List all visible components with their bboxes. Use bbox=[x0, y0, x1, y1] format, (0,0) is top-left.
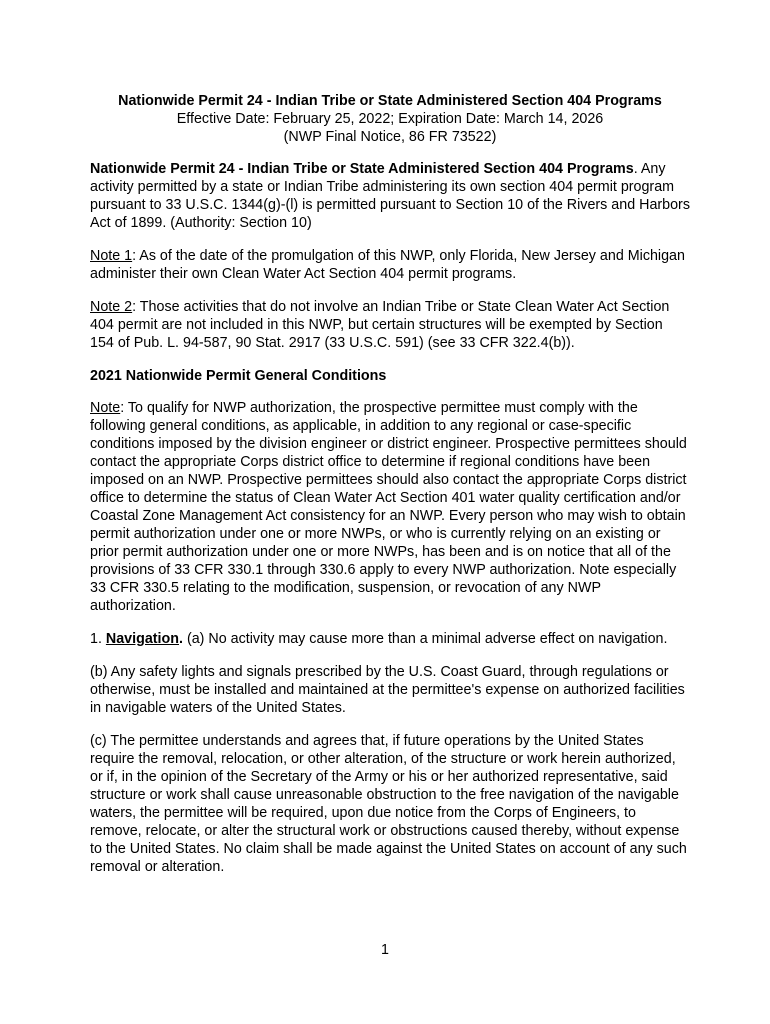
note-1-label: Note 1 bbox=[90, 248, 133, 264]
general-conditions-heading: 2021 Nationwide Permit General Conditions bbox=[90, 368, 387, 384]
note-2 bbox=[90, 298, 690, 352]
note-1-text: : As of the date of the promulgation of this NWP, only Florida, New Jersey and Michigan administer their own Clean Water Act Section 404 permit programs. bbox=[90, 248, 685, 282]
document-page bbox=[90, 92, 690, 891]
general-conditions-note-text: : To qualify for NWP authorization, the prospective permittee must comply with the following general conditions, as applicable, in addition to any regional or case-specific conditions imposed by the division engineer or district engineer. Prospective permittees should contact the appropriate Corps district office to determine if regional conditions have been imposed on an NWP. Prospective permittees should also contact the appropriate Corps district office to determine the status of Clean Water Act Section 401 water quality certification and/or Coastal Zone Management Act consistency for an NWP. Every person who may wish to obtain permit authorization under one or more NWPs, or who is currently relying on an existing or prior permit authorization under one or more NWPs, has been and is on notice that all of the provisions of 33 CFR 330.1 through 330.6 apply to every NWP authorization. Note especially 33 CFR 330.5 relating to the modification, suspension, or revocation of any NWP authorization. bbox=[90, 400, 687, 614]
note-2-text: : Those activities that do not involve an Indian Tribe or State Clean Water Act Section 404 permit are not included in this NWP, but certain structures will be exempted by Section 154 of Pub. L. 94-587, 90 Stat. 2917 (33 U.S.C. 591) (see 33 CFR 322.4(b)). bbox=[90, 299, 670, 351]
final-notice-reference: (NWP Final Notice, 86 FR 73522) bbox=[283, 129, 497, 145]
permit-name: Nationwide Permit 24 - Indian Tribe or State Administered Section 404 Programs bbox=[90, 161, 634, 177]
effective-dates: Effective Date: February 25, 2022; Expiration Date: March 14, 2026 bbox=[176, 111, 604, 127]
general-conditions-note bbox=[90, 399, 690, 615]
condition-1-title-suffix: . bbox=[179, 631, 183, 647]
permit-body: Any activity permitted by a state or Indian Tribe administering its own section 404 permit program pursuant to 33 U.S.C. 1344(g)-(l) is permitted pursuant to Section 10 of the Rivers and Harbors Act of 1899. (Authority: Section 10) bbox=[90, 161, 690, 231]
condition-1-para-a-text: (a) No activity may cause more than a minimal adverse effect on navigation. bbox=[182, 631, 668, 647]
document-header bbox=[90, 92, 690, 146]
condition-1-number: 1. bbox=[90, 631, 106, 647]
condition-1-para-a bbox=[90, 630, 690, 648]
condition-1-para-c: (c) The permittee understands and agrees that, if future operations by the United States require the removal, relocation, or other alteration, of the structure or work herein authorized, or if, in the opinion of the Secretary of the Army or his or her authorized representative, said structure or work shall cause unreasonable obstruction to the free navigation of the navigable waters, the permittee will be required, upon due notice from the Corps of Engineers, to remove, relocate, or alter the structural work or obstructions caused thereby, without expense to the United States. No claim shall be made against the United States on account of any such removal or alteration. bbox=[90, 733, 687, 875]
page-number: 1 bbox=[381, 942, 389, 958]
condition-1-para-b: (b) Any safety lights and signals prescribed by the U.S. Coast Guard, through regulations or otherwise, must be installed and maintained at the permittee's expense on authorized facilities in navigable waters of the United States. bbox=[90, 664, 685, 716]
permit-name-suffix: . bbox=[633, 161, 638, 177]
condition-1-title: Navigation bbox=[105, 631, 179, 647]
general-conditions-note-label: Note bbox=[90, 400, 121, 416]
permit-description bbox=[90, 160, 690, 232]
document-title: Nationwide Permit 24 - Indian Tribe or State Administered Section 404 Programs bbox=[118, 93, 662, 109]
note-1 bbox=[90, 247, 690, 283]
note-2-label: Note 2 bbox=[90, 299, 133, 315]
